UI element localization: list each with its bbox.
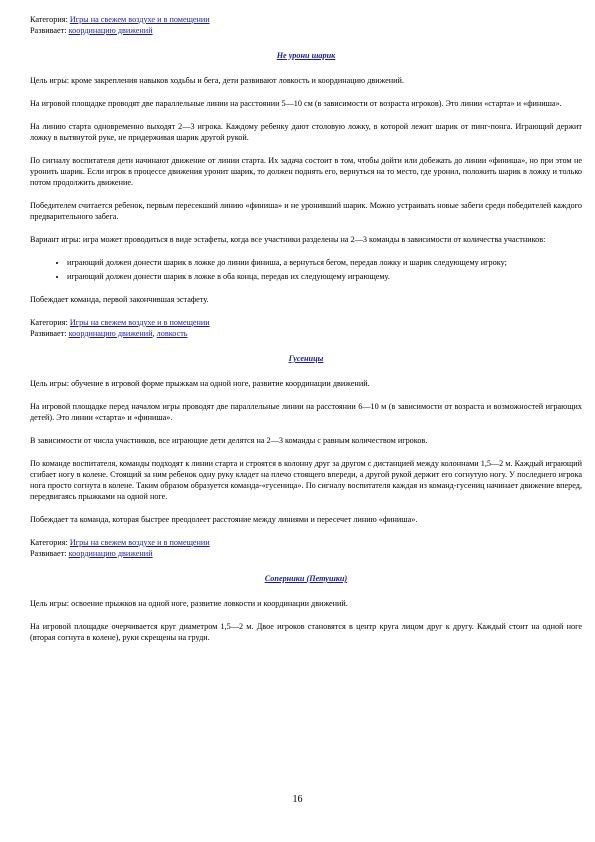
game-title-3 bbox=[30, 573, 582, 584]
paragraph: На игровой площадке очерчивается круг диаметром 1,5—2 м. Двое игроков становятся в центр круга лицом друг к другу. Каждый стоит на одной ноге (вторая согнута в колене), руки скрещены на груди. bbox=[30, 622, 582, 642]
paragraph: Вариант игры: игра может проводиться в виде эстафеты, когда все участники разделены на 2—3 команды в зависимости от количества участников: bbox=[30, 235, 546, 244]
paragraph: По команде воспитателя, команды подходят к линии старта и строятся в колонну друг за другом с дистанцией между колоннами 1,5—2 м. Каждый играющий сгибает ногу в колене. Стоящий за ним ребенок одну руку кладет на плечо стоящего впереди, а другой рукой держит его согнутую ногу. У последнего игрока нога просто согнута в колене. Таким образом образуется команда-«гусеница». По сигналу воспитателя каждая из команд-гусениц начинает движение вперед, передвигаясь прыжками на одной ноге. bbox=[30, 459, 582, 501]
category-line bbox=[30, 14, 582, 25]
skill-link[interactable]: координацию движений bbox=[68, 329, 153, 338]
game-title-2 bbox=[30, 353, 582, 364]
list-item: • играющий должен донести шарик в ложке в оба конца, передав их следующему играющему. bbox=[67, 271, 582, 282]
category-line bbox=[30, 537, 582, 548]
skill-label: Развивает: bbox=[30, 329, 67, 338]
document-page bbox=[30, 14, 582, 655]
skill-line: Развивает: координацию движений, ловкость bbox=[30, 329, 188, 338]
skill-line bbox=[30, 25, 582, 36]
game-title-link-1[interactable]: Не урони шарик bbox=[276, 51, 336, 60]
list-item: • играющий должен донести шарик в ложке до линии финиша, а вернуться бегом, передав ложку и шарик следующему игроку; bbox=[67, 257, 582, 268]
category-link[interactable]: Игры на свежем воздухе и в помещении bbox=[69, 15, 210, 24]
paragraph: На линию старта одновременно выходят 2—3 игрока. Каждому ребенку дают столовую ложку, в которой лежит шарик от пинг-понга. Играющий держит ложку в вытянутой руке, не придерживая шарик другой рукой. bbox=[30, 122, 582, 142]
category-label: Категория: bbox=[30, 318, 68, 327]
category-link[interactable]: Игры на свежем воздухе и в помещении bbox=[69, 538, 210, 547]
category-link[interactable]: Игры на свежем воздухе и в помещении bbox=[69, 318, 210, 327]
paragraph: По сигналу воспитателя дети начинают движение от линии старта. Их задача состоит в том, чтобы дойти или добежать до линии «финиша», но при этом не уронить шарик. Если игрок в процессе движения уронит шарик, то должен поднять его, вернуться на то место, где уронил, положить шарик в ложку и только потом продолжить движение. bbox=[30, 156, 582, 187]
category-label: Категория: bbox=[30, 15, 68, 24]
category-line bbox=[30, 317, 582, 328]
category-label: Категория: bbox=[30, 538, 68, 547]
skill-link[interactable]: координацию движений bbox=[68, 26, 153, 35]
skill-label: Развивает: bbox=[30, 26, 67, 35]
paragraph: Цель игры: освоение прыжков на одной ноге, развитие ловкости и координации движений. bbox=[30, 599, 348, 608]
meta-block-3 bbox=[30, 537, 582, 559]
skill-link[interactable]: координацию движений bbox=[68, 549, 153, 558]
skill-link-2[interactable]: ловкость bbox=[156, 329, 188, 338]
meta-block-2 bbox=[30, 317, 582, 339]
paragraph: Цель игры: кроме закрепления навыков ходьбы и бега, дети развивают ловкость и координацию движений. bbox=[30, 76, 404, 85]
paragraph: Победителем считается ребенок, первым пересекший линию «финиша» и не уронивший шарик. Можно устраивать новые забеги среди победителей каждого предварительного забега. bbox=[30, 201, 582, 221]
game-title-link-2[interactable]: Гусеницы bbox=[288, 354, 324, 363]
page-number: 16 bbox=[292, 794, 303, 805]
paragraph: На игровой площадке перед началом игры проводят две параллельные линии на расстоянии 6—10 м (в зависимости от возраста и возможностей играющих детей). Это линии «старта» и «финиша». bbox=[30, 402, 582, 422]
skill-label: Развивает: bbox=[30, 549, 67, 558]
variant-list bbox=[30, 257, 582, 282]
paragraph: Цель игры: обучение в игровой форме прыжкам на одной ноге, развитие координации движений. bbox=[30, 379, 370, 388]
game-title-link-3[interactable]: Соперники (Петушки) bbox=[264, 574, 348, 583]
paragraph: В зависимости от числа участников, все играющие дети делятся на 2—3 команды с равным количеством игроков. bbox=[30, 436, 428, 445]
paragraph: Побеждает команда, первой закончившая эстафету. bbox=[30, 295, 209, 304]
meta-block-1 bbox=[30, 14, 582, 36]
paragraph: Побеждает та команда, которая быстрее преодолеет расстояние между линиями и пересечет линию «финиша». bbox=[30, 515, 418, 524]
paragraph: На игровой площадке проводят две параллельные линии на расстоянии 5—10 см (в зависимости от возраста игроков). Это линии «старта» и «финиша». bbox=[30, 99, 562, 108]
skill-line bbox=[30, 548, 582, 559]
game-title-1 bbox=[30, 50, 582, 61]
